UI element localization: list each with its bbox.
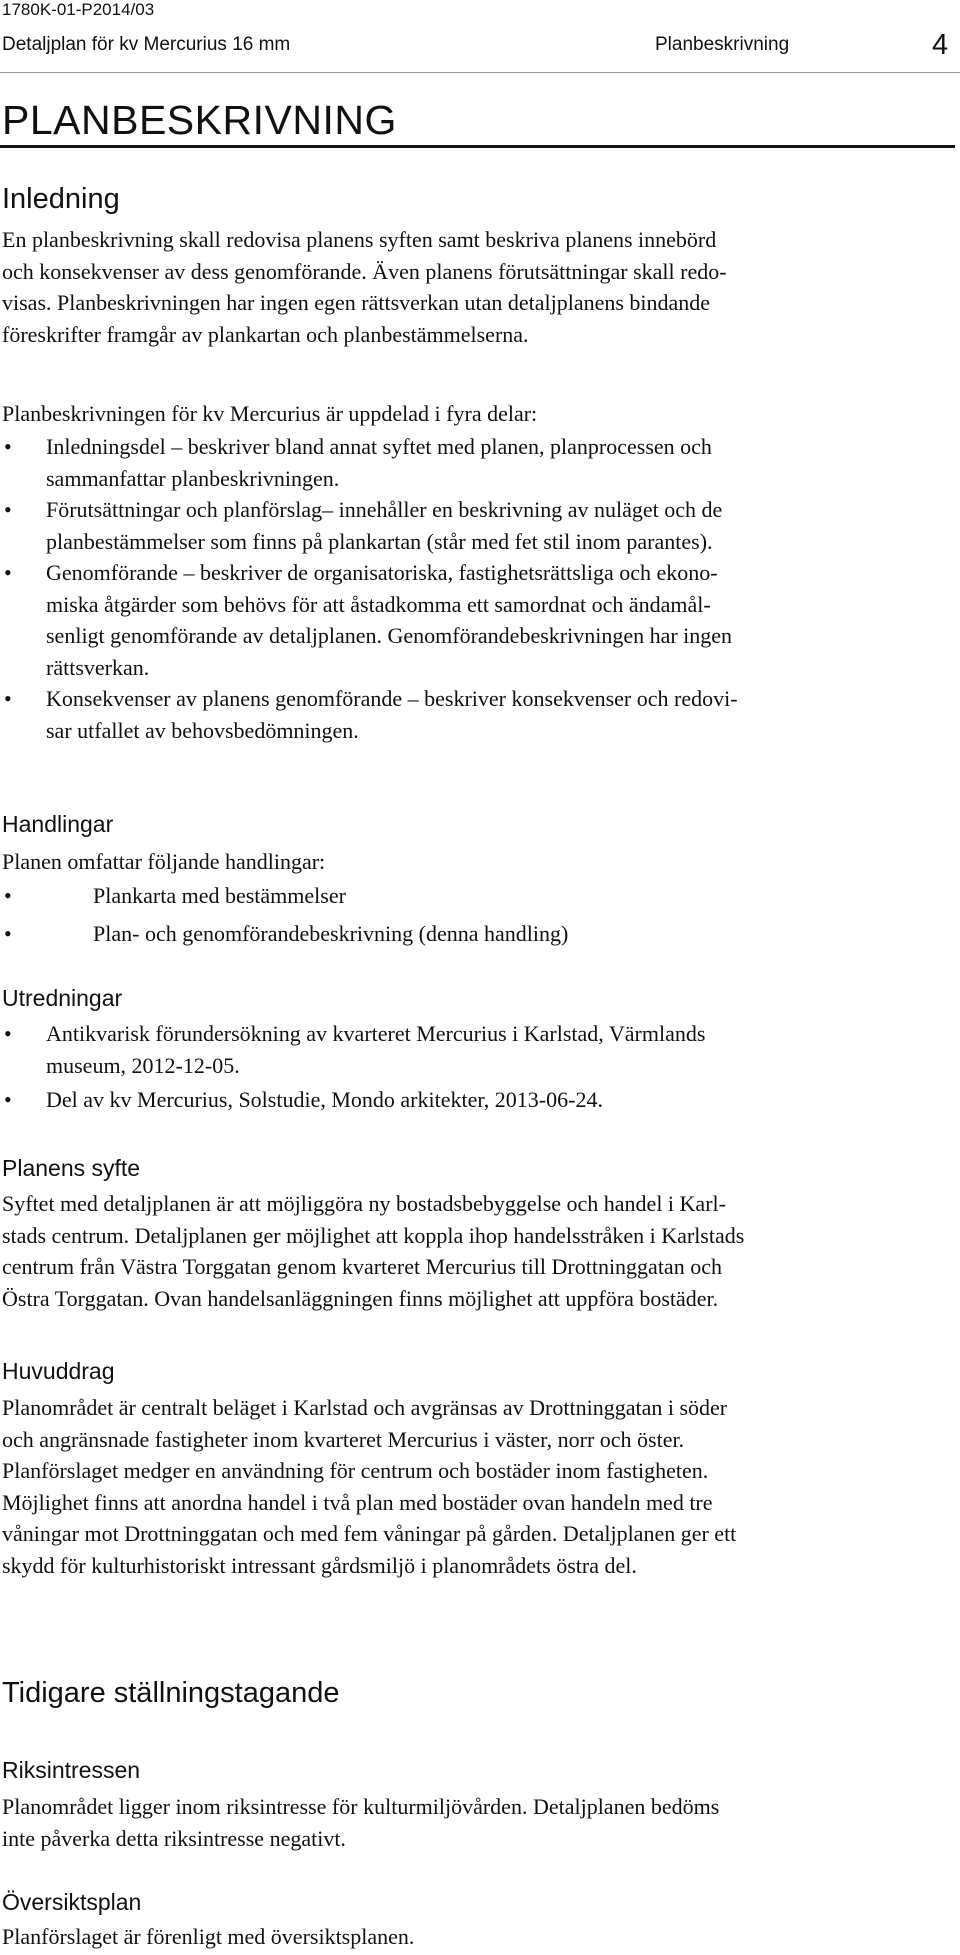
heading-handlingar: Handlingar (2, 811, 114, 837)
list-item (0, 1084, 958, 1116)
text-line: planbestämmelser som finns på plankartan (står med fet stil inom parantes). (46, 528, 713, 554)
utredningar-list (0, 1018, 958, 1116)
text-line: Inledningsdel – beskriver bland annat syftet med planen, planprocessen och (46, 434, 712, 459)
inledning-intro (2, 398, 950, 430)
heading-tidigare-stallningstagande: Tidigare ställningstagande (2, 1677, 340, 1709)
bullet-icon: • (4, 883, 12, 908)
handlingar-intro (2, 846, 950, 878)
text-line: miska åtgärder som behövs för att åstadkomma ett samordnat och ändamål- (46, 591, 711, 617)
bullet-icon: • (4, 920, 12, 946)
text-line: sar utfallet av behovsbedömningen. (46, 717, 359, 743)
bullet-icon: • (4, 497, 12, 522)
text-line: Planförslaget medger en användning för centrum och bostäder inom fastigheten. (2, 1458, 709, 1483)
bullet-icon: • (4, 686, 12, 711)
heading-utredningar: Utredningar (2, 985, 123, 1011)
bullet-icon: • (4, 434, 12, 459)
text-line: senligt genomförande av detaljplanen. Genomförandebeskrivningen har ingen (46, 623, 733, 648)
text-line: Plan- och genomförandebeskrivning (denna handling) (93, 920, 569, 946)
text-line: och angränsnade fastigheter inom kvarteret Mercurius i väster, norr och öster. (2, 1426, 685, 1452)
heading-riksintressen: Riksintressen (2, 1757, 141, 1783)
text-line: Planområdet är centralt beläget i Karlstad och avgränsas av Drottninggatan i söder (2, 1395, 728, 1420)
text-line: skydd för kulturhistoriskt intressant gårdsmiljö i planområdets östra del. (2, 1552, 637, 1578)
text-line: Möjlighet finns att anordna handel i två plan med bostäder ovan handeln med tre (2, 1489, 713, 1515)
heading-huvuddrag: Huvuddrag (2, 1358, 115, 1384)
text-line: stads centrum. Detaljplanen ger möjlighet att koppla ihop handelsstråken i Karlstads (2, 1222, 745, 1248)
heading-inledning: Inledning (2, 183, 120, 215)
bullet-icon: • (4, 560, 12, 585)
header-doc-title: Detaljplan för kv Mercurius 16 mm (2, 34, 291, 55)
parts-list (0, 431, 958, 746)
list-item (0, 494, 958, 557)
bullet-icon: • (4, 1021, 12, 1046)
text-line: inte påverka detta riksintresse negativt. (2, 1825, 346, 1851)
text-line: visas. Planbeskrivningen har ingen egen rättsverkan utan detaljplanens bindande (2, 290, 711, 315)
text-line: Konsekvenser av planens genomförande – beskriver konsekvenser och redovi- (46, 686, 738, 711)
text-line: Syftet med detaljplanen är att möjliggöra ny bostadsbebyggelse och handel i Karl- (2, 1191, 726, 1216)
text-line: Del av kv Mercurius, Solstudie, Mondo arkitekter, 2013-06-24. (46, 1087, 603, 1112)
page-title: PLANBESKRIVNING (2, 97, 397, 143)
syfte-paragraph (2, 1188, 950, 1314)
text-line: En planbeskrivning skall redovisa planens syften samt beskriva planens innebörd (2, 227, 717, 252)
document-id: 1780K-01-P2014/03 (2, 0, 155, 19)
list-item (0, 557, 958, 683)
page-header (0, 29, 960, 62)
list-item (0, 880, 958, 912)
text-line: rättsverkan. (46, 654, 150, 680)
inledning-paragraph (2, 224, 950, 350)
heading-planens-syfte: Planens syfte (2, 1155, 141, 1181)
page-number: 4 (932, 29, 949, 61)
header-divider (0, 72, 960, 73)
text-line: Genomförande – beskriver de organisatoriska, fastighetsrättsliga och ekono- (46, 560, 718, 585)
text-line: Planen omfattar följande handlingar: (2, 849, 326, 874)
title-underline (0, 145, 955, 148)
riksintressen-paragraph (2, 1791, 950, 1854)
list-item (0, 918, 958, 950)
bullet-icon: • (4, 1087, 12, 1112)
oversiktsplan-paragraph (2, 1921, 950, 1953)
text-line: museum, 2012-12-05. (46, 1052, 240, 1078)
heading-oversiktsplan: Översiktsplan (2, 1889, 142, 1915)
text-line: Planförslaget är förenligt med översiktsplanen. (2, 1924, 415, 1949)
handlingar-list (0, 880, 958, 949)
header-section: Planbeskrivning (655, 34, 790, 55)
text-line: Plankarta med bestämmelser (93, 883, 346, 908)
text-line: Östra Torggatan. Ovan handelsanläggningen finns möjlighet att uppföra bostäder. (2, 1285, 719, 1311)
huvuddrag-paragraph (2, 1392, 950, 1581)
text-line: föreskrifter framgår av plankartan och planbestämmelserna. (2, 321, 529, 347)
text-line: och konsekvenser av dess genomförande. Även planens förutsättningar skall redo- (2, 258, 727, 284)
text-line: våningar mot Drottninggatan och med fem våningar på gården. Detaljplanen ger ett (2, 1521, 737, 1546)
text-line: Planområdet ligger inom riksintresse för kulturmiljövården. Detaljplanen bedöms (2, 1794, 720, 1819)
list-item (0, 431, 958, 494)
text-line: Antikvarisk förundersökning av kvarteret Mercurius i Karlstad, Värmlands (46, 1021, 706, 1046)
text-line: Förutsättningar och planförslag– innehåller en beskrivning av nuläget och de (46, 497, 723, 522)
text-line: Planbeskrivningen för kv Mercurius är uppdelad i fyra delar: (2, 401, 538, 426)
list-item (0, 683, 958, 746)
text-line: centrum från Västra Torggatan genom kvarteret Mercurius till Drottninggatan och (2, 1254, 722, 1279)
text-line: sammanfattar planbeskrivningen. (46, 465, 340, 491)
list-item (0, 1018, 958, 1081)
